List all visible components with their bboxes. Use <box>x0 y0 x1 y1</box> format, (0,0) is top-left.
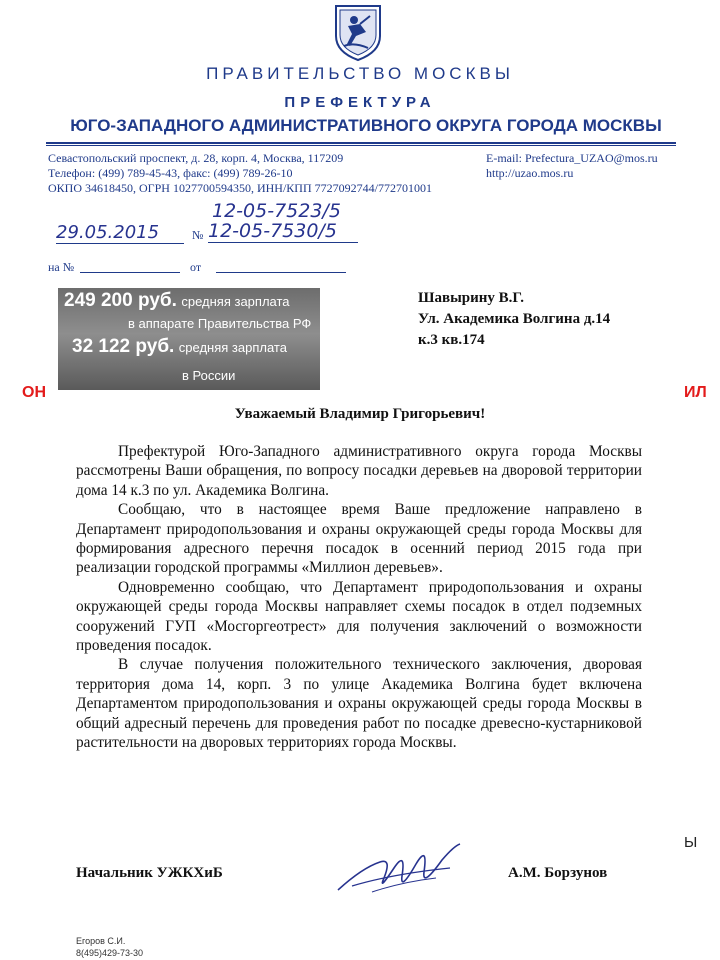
greeting: Уважаемый Владимир Григорьевич! <box>234 406 486 422</box>
collage-amount-2: 32 122 руб. <box>72 336 175 357</box>
overlay-fragment-right: ИЛ <box>684 384 707 401</box>
address-line-3: ОКПО 34618450, ОГРН 1027700594350, ИНН/КПП 7727092744/772701001 <box>48 181 432 195</box>
on-number-label: на № <box>48 260 75 274</box>
address-line-2: Телефон: (499) 789-45-43, факс: (499) 789-26-10 <box>48 166 293 180</box>
letterhead-rule <box>46 142 676 144</box>
paragraph: В случае получения положительного технического заключения, дворовая территория дома 14, корп. 3 по улице Академика Волгина будет включена Департаментом природопользования и охраны окружающей среды города Москвы в общий адресный перечень для проведения работ по посадке древесно-кустарниковой растительности на дворовых территориях города Москвы. <box>76 656 642 752</box>
signatory-name: А.М. Борзунов <box>508 865 608 881</box>
paragraph: Префектурой Юго-Западного административного округа города Москвы рассмотрены Ваши обращения, по вопросу посадки деревьев на дворовой территории дома 14 к.3 по ул. Академика Волгина. <box>76 443 642 499</box>
paragraph: Одновременно сообщаю, что Департамент природопользования и охраны окружающей среды города Москвы направляет схемы посадок в отдел подземных сооружений ГУП «Мосгоргеотрест» для получения заключений о возможности проведения посадок. <box>76 578 642 655</box>
on-number-line <box>80 272 180 273</box>
paragraph: Сообщаю, что в настоящее время Ваше предложение направлено в Департамент природопользования и охраны окружающей среды города Москвы для формирования адресного перечня посадок в осенний период 2015 года при реализации городской программы «Миллион деревьев». <box>76 501 642 577</box>
from-label: от <box>190 260 202 274</box>
recipient-name: Шавырину В.Г. <box>418 290 525 306</box>
reference-number: 12-05-7530/5 <box>208 220 358 243</box>
moscow-coat-of-arms-icon <box>330 2 386 62</box>
overlay-fragment-bottom: Ы <box>684 834 698 851</box>
executor-name: Егоров С.И. <box>76 936 126 946</box>
executor-info <box>76 935 143 959</box>
okrug-title: ЮГО-ЗАПАДНОГО АДМИНИСТРАТИВНОГО ОКРУГА ГОРОДА МОСКВЫ <box>70 116 662 135</box>
government-title: ПРАВИТЕЛЬСТВО МОСКВЫ <box>206 64 514 83</box>
salary-collage <box>58 288 320 390</box>
website-text: http://uzao.mos.ru <box>486 166 574 180</box>
collage-text-1: средняя зарплата <box>181 294 290 309</box>
letter-body <box>76 442 642 753</box>
handwritten-signature <box>332 838 467 896</box>
overlay-fragment-left: ОН <box>22 384 46 401</box>
reference-date: 29.05.2015 <box>56 222 184 244</box>
reference-number-above: 12-05-7523/5 <box>212 200 341 222</box>
collage-text-3: средняя зарплата <box>178 340 287 355</box>
signatory-title: Начальник УЖКХиБ <box>76 865 223 881</box>
prefecture-title: ПРЕФЕКТУРА <box>284 94 436 111</box>
recipient-street: Ул. Академика Волгина д.14 <box>418 311 611 327</box>
email-text: E-mail: Prefectura_UZAO@mos.ru <box>486 151 658 165</box>
collage-amount-1: 249 200 руб. <box>64 290 177 311</box>
recipient-block <box>418 288 610 351</box>
address-line-1: Севастопольский проспект, д. 28, корп. 4, Москва, 117209 <box>48 151 344 165</box>
recipient-apartment: к.3 кв.174 <box>418 332 485 348</box>
reference-number-label: № <box>192 228 204 242</box>
collage-text-2: в аппарате Правительства РФ <box>128 316 312 331</box>
collage-text-4: в России <box>182 368 236 383</box>
from-line <box>216 272 346 273</box>
executor-phone: 8(495)429-73-30 <box>76 948 144 958</box>
letterhead-rule-thin <box>46 145 676 146</box>
